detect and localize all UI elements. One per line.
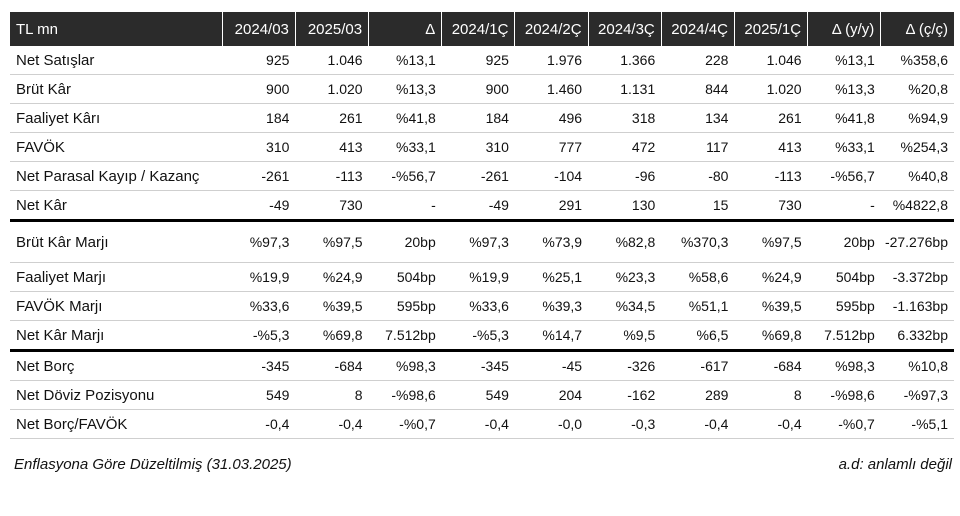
table-cell: %254,3 [881, 133, 954, 162]
table-cell: -%0,7 [808, 410, 881, 439]
table-cell: %82,8 [588, 221, 661, 263]
table-cell: 844 [661, 75, 734, 104]
financial-table-container [10, 12, 954, 439]
table-row [10, 162, 954, 191]
table-cell: 7.512bp [808, 321, 881, 351]
table-cell: %33,6 [442, 292, 515, 321]
table-cell: 900 [442, 75, 515, 104]
table-cell: %33,1 [808, 133, 881, 162]
header-cell: Δ (y/y) [808, 12, 881, 46]
table-cell: %24,9 [295, 263, 368, 292]
table-cell: 549 [442, 381, 515, 410]
table-cell: %97,5 [295, 221, 368, 263]
table-cell: %73,9 [515, 221, 588, 263]
table-body [10, 46, 954, 439]
table-cell: %23,3 [588, 263, 661, 292]
table-cell: 730 [734, 191, 807, 221]
table-cell: 261 [295, 104, 368, 133]
table-cell: 504bp [808, 263, 881, 292]
table-cell: -113 [295, 162, 368, 191]
table-cell: 900 [222, 75, 295, 104]
table-cell: - [808, 191, 881, 221]
table-cell: %13,3 [808, 75, 881, 104]
table-cell: 1.366 [588, 46, 661, 75]
table-cell: %20,8 [881, 75, 954, 104]
table-cell: %14,7 [515, 321, 588, 351]
table-cell: -%98,6 [808, 381, 881, 410]
table-cell: %51,1 [661, 292, 734, 321]
table-cell: -%56,7 [808, 162, 881, 191]
table-row [10, 263, 954, 292]
table-cell: -%97,3 [881, 381, 954, 410]
table-cell: 184 [222, 104, 295, 133]
table-cell: %97,3 [442, 221, 515, 263]
table-row [10, 321, 954, 351]
table-cell: 1.020 [295, 75, 368, 104]
table-cell: 1.131 [588, 75, 661, 104]
table-cell: %69,8 [295, 321, 368, 351]
table-cell: %24,9 [734, 263, 807, 292]
table-cell: 1.460 [515, 75, 588, 104]
table-cell: %40,8 [881, 162, 954, 191]
row-label: Net Borç [10, 351, 222, 381]
table-cell: 472 [588, 133, 661, 162]
table-cell: 1.046 [295, 46, 368, 75]
row-label: Net Kâr [10, 191, 222, 221]
financial-summary-table [10, 12, 954, 439]
table-cell: -%56,7 [369, 162, 442, 191]
table-cell: -345 [222, 351, 295, 381]
table-cell: 549 [222, 381, 295, 410]
row-label: Net Kâr Marjı [10, 321, 222, 351]
table-row [10, 221, 954, 263]
table-cell: 20bp [808, 221, 881, 263]
table-cell: 228 [661, 46, 734, 75]
row-label: FAVÖK [10, 133, 222, 162]
table-cell: %41,8 [369, 104, 442, 133]
table-cell: %13,1 [808, 46, 881, 75]
table-cell: 413 [734, 133, 807, 162]
table-cell: 318 [588, 104, 661, 133]
row-label: Brüt Kâr [10, 75, 222, 104]
row-label: FAVÖK Marjı [10, 292, 222, 321]
table-cell: %19,9 [222, 263, 295, 292]
table-cell: 289 [661, 381, 734, 410]
table-cell: 130 [588, 191, 661, 221]
table-cell: -0,4 [734, 410, 807, 439]
table-cell: %69,8 [734, 321, 807, 351]
table-cell: %6,5 [661, 321, 734, 351]
table-cell: %19,9 [442, 263, 515, 292]
table-cell: %9,5 [588, 321, 661, 351]
header-cell: TL mn [10, 12, 222, 46]
table-cell: 925 [222, 46, 295, 75]
table-cell: -0,0 [515, 410, 588, 439]
table-cell: -684 [734, 351, 807, 381]
table-cell: - [369, 191, 442, 221]
table-cell: -162 [588, 381, 661, 410]
table-cell: 1.020 [734, 75, 807, 104]
header-cell: 2024/4Ç [661, 12, 734, 46]
table-cell: %25,1 [515, 263, 588, 292]
table-row [10, 410, 954, 439]
table-cell: -49 [442, 191, 515, 221]
table-cell: 595bp [808, 292, 881, 321]
table-cell: %39,5 [295, 292, 368, 321]
table-cell: 8 [295, 381, 368, 410]
table-cell: %13,1 [369, 46, 442, 75]
table-cell: -27.276bp [881, 221, 954, 263]
table-cell: -0,4 [222, 410, 295, 439]
table-header-row [10, 12, 954, 46]
table-cell: -261 [442, 162, 515, 191]
table-cell: -113 [734, 162, 807, 191]
table-row [10, 351, 954, 381]
table-cell: -96 [588, 162, 661, 191]
table-cell: %41,8 [808, 104, 881, 133]
table-cell: -%0,7 [369, 410, 442, 439]
header-cell: 2024/3Ç [588, 12, 661, 46]
table-cell: -0,4 [442, 410, 515, 439]
row-label: Net Parasal Kayıp / Kazanç [10, 162, 222, 191]
table-cell: %370,3 [661, 221, 734, 263]
table-cell: %10,8 [881, 351, 954, 381]
table-cell: %358,6 [881, 46, 954, 75]
table-cell: -%98,6 [369, 381, 442, 410]
table-row [10, 75, 954, 104]
table-cell: 504bp [369, 263, 442, 292]
table-cell: -0,4 [661, 410, 734, 439]
table-cell: -%5,1 [881, 410, 954, 439]
table-cell: 413 [295, 133, 368, 162]
table-cell: -1.163bp [881, 292, 954, 321]
table-row [10, 104, 954, 133]
table-cell: -45 [515, 351, 588, 381]
table-cell: 204 [515, 381, 588, 410]
table-row [10, 133, 954, 162]
row-label: Brüt Kâr Marjı [10, 221, 222, 263]
table-cell: -%5,3 [222, 321, 295, 351]
table-cell: -617 [661, 351, 734, 381]
table-cell: %98,3 [369, 351, 442, 381]
table-cell: 925 [442, 46, 515, 75]
table-cell: 134 [661, 104, 734, 133]
table-cell: %33,6 [222, 292, 295, 321]
table-cell: %34,5 [588, 292, 661, 321]
table-cell: %39,5 [734, 292, 807, 321]
table-cell: 730 [295, 191, 368, 221]
table-cell: %97,5 [734, 221, 807, 263]
table-cell: -326 [588, 351, 661, 381]
row-label: Faaliyet Kârı [10, 104, 222, 133]
table-cell: -0,3 [588, 410, 661, 439]
table-cell: -80 [661, 162, 734, 191]
table-cell: -49 [222, 191, 295, 221]
table-row [10, 292, 954, 321]
table-cell: 1.976 [515, 46, 588, 75]
table-cell: %4822,8 [881, 191, 954, 221]
table-cell: %33,1 [369, 133, 442, 162]
table-cell: %94,9 [881, 104, 954, 133]
table-cell: 117 [661, 133, 734, 162]
header-cell: 2024/2Ç [515, 12, 588, 46]
table-cell: 20bp [369, 221, 442, 263]
table-cell: 6.332bp [881, 321, 954, 351]
table-cell: 777 [515, 133, 588, 162]
table-cell: 1.046 [734, 46, 807, 75]
table-cell: -261 [222, 162, 295, 191]
table-cell: -0,4 [295, 410, 368, 439]
row-label: Net Borç/FAVÖK [10, 410, 222, 439]
table-cell: 261 [734, 104, 807, 133]
header-cell: 2024/1Ç [442, 12, 515, 46]
table-cell: %58,6 [661, 263, 734, 292]
table-cell: %98,3 [808, 351, 881, 381]
table-row [10, 381, 954, 410]
row-label: Faaliyet Marjı [10, 263, 222, 292]
header-cell: Δ [369, 12, 442, 46]
table-cell: -345 [442, 351, 515, 381]
row-label: Net Döviz Pozisyonu [10, 381, 222, 410]
table-cell: 595bp [369, 292, 442, 321]
footer-legend: a.d: anlamlı değil [838, 456, 952, 473]
footer-note: Enflasyona Göre Düzeltilmiş (31.03.2025) [14, 456, 292, 473]
table-cell: -684 [295, 351, 368, 381]
row-label: Net Satışlar [10, 46, 222, 75]
header-cell: 2025/1Ç [734, 12, 807, 46]
table-cell: 496 [515, 104, 588, 133]
table-cell: 8 [734, 381, 807, 410]
table-cell: %97,3 [222, 221, 295, 263]
table-row [10, 46, 954, 75]
header-cell: 2024/03 [222, 12, 295, 46]
table-cell: 310 [222, 133, 295, 162]
table-cell: -3.372bp [881, 263, 954, 292]
table-cell: 310 [442, 133, 515, 162]
table-cell: %13,3 [369, 75, 442, 104]
table-cell: 184 [442, 104, 515, 133]
table-cell: -%5,3 [442, 321, 515, 351]
table-cell: 15 [661, 191, 734, 221]
table-cell: %39,3 [515, 292, 588, 321]
table-cell: -104 [515, 162, 588, 191]
table-cell: 7.512bp [369, 321, 442, 351]
header-cell: Δ (ç/ç) [881, 12, 954, 46]
table-cell: 291 [515, 191, 588, 221]
header-cell: 2025/03 [295, 12, 368, 46]
table-row [10, 191, 954, 221]
